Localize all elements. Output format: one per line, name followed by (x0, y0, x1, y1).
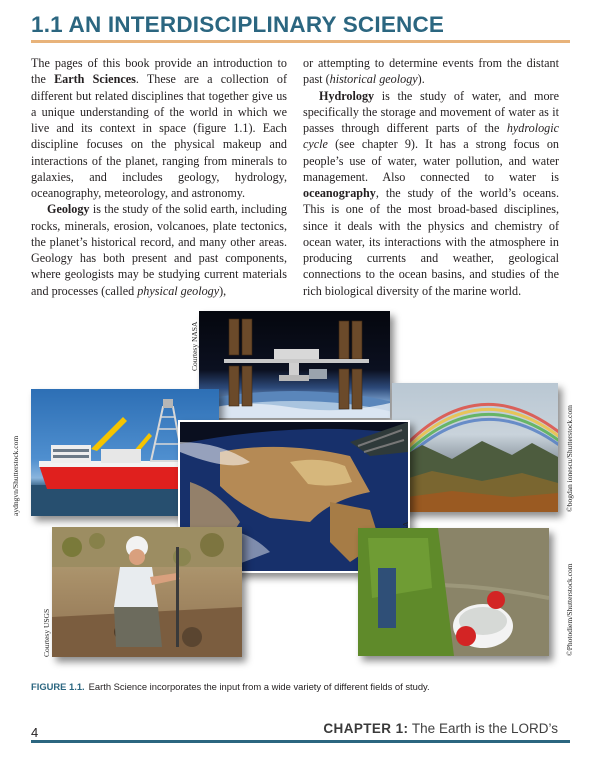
section-title-rule (31, 40, 570, 43)
page-number: 4 (31, 725, 39, 740)
credit-rainbow: ©bogdan ionescu/Shutterstock.com (565, 405, 574, 512)
figure-label: FIGURE 1.1. (31, 681, 85, 692)
iss-photo (199, 311, 390, 418)
figure-caption (31, 681, 430, 692)
credit-ship: aydngvn/Shutterstock.com (11, 435, 20, 516)
paragraph-earth-sciences: The pages of this book provide an introduction to the Earth Sciences. These are a collection of different but related disciplines that together give us a unique understanding of the world in which we live and its context in space (figure 1.1). Each discipline focuses on the physical makeup and interactions of the planet, ranging from minerals to galaxies, and includes geology, hydrology, oceanography, meteorology, and astronomy. (31, 56, 288, 200)
geologist-field-photo (52, 527, 242, 657)
paragraph-geology-cont: or attempting to determine events from the distant past (historical geology). (303, 56, 559, 87)
term-oceanography: oceanography (303, 186, 376, 200)
geology-text-continued: ), (219, 283, 227, 298)
geologist-illustration (52, 527, 242, 657)
term-geology: Geology (47, 202, 90, 217)
rainbow-landscape-photo (392, 383, 558, 512)
credit-iss: Courtesy NASA (190, 321, 199, 371)
water-sampling-photo (358, 528, 549, 656)
term-hydrology: Hydrology (319, 88, 375, 103)
geology-or-attempting: or attempting to determine events from the distant past ( (303, 56, 559, 87)
chapter-running-head (323, 721, 558, 736)
credit-geologist: Courtesy USGS (42, 608, 51, 657)
text-column-right (303, 55, 559, 299)
water-sampling-illustration (358, 528, 549, 656)
term-earth-sciences: Earth Sciences (54, 72, 136, 87)
term-hydrologic-cycle: hydrologic cycle (303, 121, 559, 152)
term-historical-geology: historical geology (329, 72, 418, 87)
figure-caption-text: Earth Science incorporates the input from a wide variety of different fields of study. (88, 681, 430, 692)
section-title: 1.1 AN INTERDISCIPLINARY SCIENCE (31, 12, 445, 37)
footer-rule (31, 740, 570, 743)
paragraph-geology: Geology is the study of the solid earth, including rocks, minerals, erosion, volcanoes, plate tectonics, the planet’s historical record, and many other areas. Geology has both present and past components, where geologists may be studying current materials and processes (called physical geology), (31, 202, 287, 298)
chapter-label: CHAPTER 1: (323, 721, 409, 736)
term-physical-geology: physical geology (137, 283, 220, 298)
iss-illustration (199, 311, 390, 418)
rainbow-illustration (392, 383, 558, 512)
paragraph-hydrology: Hydrology is the study of water, and more specifically the storage and movement of water as it passes through different parts of the hydrologic cycle (see chapter 9). It has a strong focus on people’s use of water, water pollution, and water management. Also connected to water is oceanography, the study of the world’s oceans. This is one of the most broad-based disciplines, since it deals with the physics and chemistry of ocean water, its interactions with the atmosphere in producing currents and weather, geological connections to the ocean basins, and studies of the rich biological diversity of the marine world. (303, 88, 559, 298)
chapter-title: The Earth is the LORD’s (408, 721, 558, 736)
text-column-left (31, 55, 287, 299)
credit-water: ©Photodiem/Shutterstock.com (565, 563, 574, 656)
